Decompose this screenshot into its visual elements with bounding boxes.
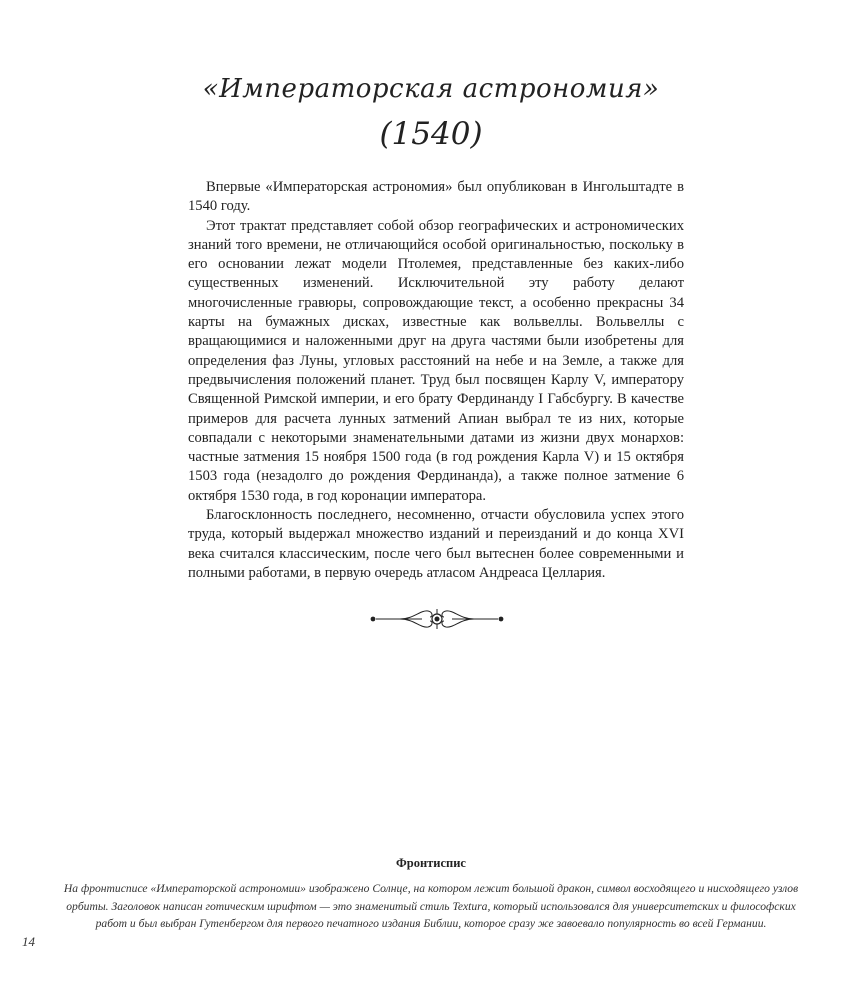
- caption-heading: Фронтиспис: [396, 856, 466, 870]
- chapter-title: «Императорская астрономия»: [202, 74, 660, 104]
- body-text: [188, 178, 684, 583]
- chapter-year: (1540): [379, 116, 483, 152]
- flourish-divider-icon: [370, 606, 504, 632]
- caption-text: На фронтисписе «Императорской астрономии» изображено Солнце, на котором лежит большой дракон, символ восходящего и нисходящего узлов орбиты. Заголовок написан готическим шрифтом — это знаменитый стиль Textura, который использовался для университетских и философских работ и был выбран Гутенбергом для первого печатного издания Библии, которое сразу же завоевало популярность во всей Германии.: [63, 882, 799, 930]
- page-number: 14: [22, 934, 35, 949]
- paragraph-intro: Впервые «Императорская астрономия» был опубликован в Ингольштадте в 1540 году.: [188, 179, 684, 215]
- paragraph-treatise: Этот трактат представляет собой обзор географических и астрономических знаний того времени, не отличающийся особой оригинальностью, поскольку в его основании лежат модели Птолемея, представленные без каких-либо существенных изменений. Исключительной эту работу делают многочисленные гравюры, сопровождающие текст, а особенно прекрасны 34 карты на бумажных дисках, известные как вольвеллы. Вольвеллы с вращающимися и наложенными друг на друга частями были изобретены для определения фаз Луны, угловых расстояний на небе и на Земле, а также для предвычисления положений планет. Труд был посвящен Карлу V, императору Священной Римской империи, и его брату Фердинанду I Габсбургу. В качестве примеров для расчета лунных затмений Апиан выбрал те из них, которые совпадали с некоторыми знаменательными датами из жизни двух монархов: частные затмения 15 ноября 1500 года (в год рождения Карла V) и 15 октября 1503 года (незадолго до рождения Фердинанда), а также полное затмение 6 октября 1530 года, в год коронации императора.: [188, 217, 684, 504]
- paragraph-legacy: Благосклонность последнего, несомненно, отчасти обусловила успех этого труда, который выдержал множество изданий и переизданий и до конца XVI века считался классическим, после чего был вытеснен более современными и полными работами, в первую очередь атласом Андреаса Целлария.: [188, 507, 684, 581]
